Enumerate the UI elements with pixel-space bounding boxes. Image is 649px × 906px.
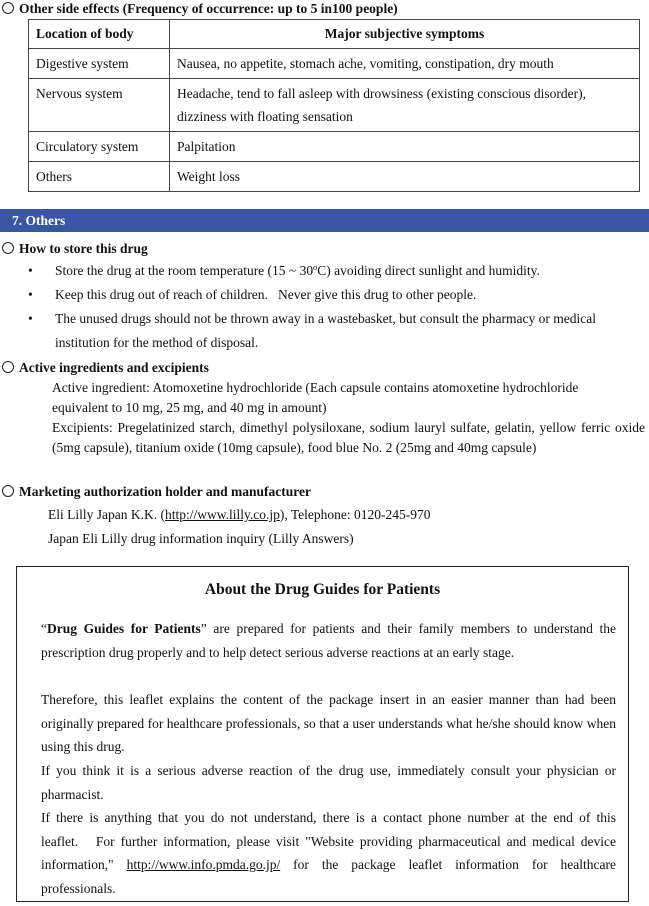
company-link[interactable]: http://www.lilly.co.jp [164, 507, 280, 522]
about-paragraph: If there is anything that you do not understand, there is a contact phone number at the end of this leaflet. For further information, please visit "Website providing pharmaceutical and medical device information," http://www.info.pmda.go.jp/ for the package leaflet information for healthcare professionals. [41, 810, 616, 896]
pmda-link[interactable]: http://www.info.pmda.go.jp/ [126, 857, 281, 873]
bullet-icon: • [28, 263, 33, 278]
table-cell-symptoms: Palpitation [170, 132, 640, 162]
guides-name: Drug Guides for Patients [47, 621, 201, 636]
bullet-icon: • [28, 287, 33, 302]
section-title-bar [0, 209, 649, 232]
about-title: About the Drug Guides for Patients [204, 581, 441, 598]
table-header-row [29, 20, 640, 49]
storage-item: Store the drug at the room temperature (15 ~ 30ºC) avoiding direct sunlight and humidity. [55, 263, 540, 278]
column-header: Location of body [29, 20, 170, 49]
circle-bullet-icon [2, 2, 14, 14]
table-row [29, 132, 640, 162]
table-cell-location: Others [29, 162, 170, 192]
storage-heading: How to store this drug [2, 240, 148, 258]
about-paragraph: If you think it is a serious adverse reaction of the drug use, immediately consult your physician or pharmacist. [41, 763, 616, 802]
table-cell-symptoms: Nausea, no appetite, stomach ache, vomiting, constipation, dry mouth [170, 49, 640, 79]
ingredients-heading: Active ingredients and excipients [2, 359, 209, 377]
circle-bullet-icon [2, 485, 14, 497]
about-paragraph: Therefore, this leaflet explains the content of the package insert in an easier manner than had been originally prepared for healthcare professionals, so that a user understands what he/she should know when using this drug. [41, 692, 616, 755]
section-title: 7. Others [12, 213, 66, 228]
active-ingredient-text: Active ingredient: Atomoxetine hydrochloride (Each capsule contains atomoxetine hydrochloride equivalent to 10 mg, 25 mg, and 40 mg in amount) [52, 380, 579, 415]
table-cell-location: Nervous system [29, 79, 170, 132]
table-cell-symptoms: Weight loss [170, 162, 640, 192]
inquiry-line: Japan Eli Lilly drug information inquiry (Lilly Answers) [48, 531, 354, 546]
circle-bullet-icon [2, 242, 14, 254]
about-box [16, 566, 629, 902]
table-row [29, 79, 640, 132]
side-effects-heading: Other side effects (Frequency of occurrence: up to 5 in100 people) [2, 0, 398, 18]
about-paragraph: “Drug Guides for Patients” are prepared for patients and their family members to understand the prescription drug properly and to help detect serious adverse reactions at an early stage. [41, 621, 616, 660]
table-row [29, 162, 640, 192]
company-line: Eli Lilly Japan K.K. (http://www.lilly.co.jp), Telephone: 0120-245-970 [48, 507, 431, 522]
table-cell-location: Circulatory system [29, 132, 170, 162]
table-cell-symptoms: Headache, tend to fall asleep with drowsiness (existing conscious disorder), dizziness with floating sensation [170, 79, 640, 132]
table-row [29, 49, 640, 79]
table-cell-location: Digestive system [29, 49, 170, 79]
excipients-text: Excipients: Pregelatinized starch, dimethyl polysiloxane, sodium lauryl sulfate, gelatin, yellow ferric oxide (5mg capsule), titanium oxide (10mg capsule), food blue No. 2 (25mg and 40mg capsule) [52, 420, 645, 455]
storage-item: The unused drugs should not be thrown away in a wastebasket, but consult the pharmacy or medical institution for the method of disposal. [55, 311, 596, 350]
side-effects-table [28, 19, 640, 192]
column-header: Major subjective symptoms [170, 20, 640, 49]
marketing-heading: Marketing authorization holder and manufacturer [2, 483, 311, 501]
storage-item: Keep this drug out of reach of children. Never give this drug to other people. [55, 287, 477, 302]
bullet-icon: • [28, 311, 33, 326]
circle-bullet-icon [2, 361, 14, 373]
